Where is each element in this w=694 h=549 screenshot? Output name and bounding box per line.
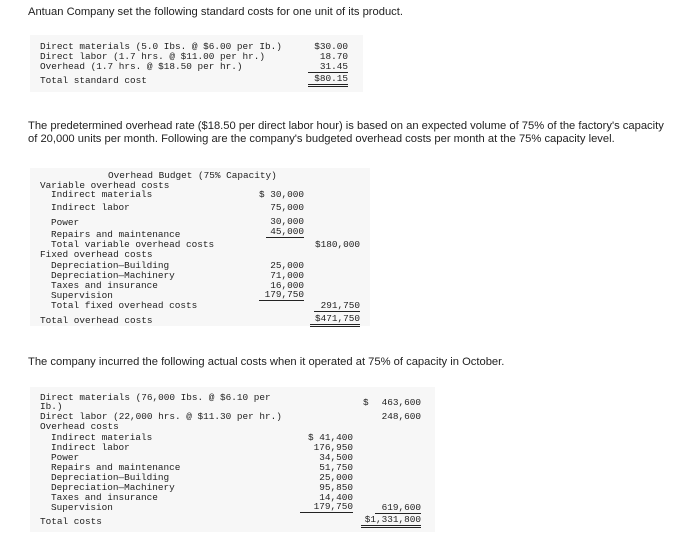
overhead-total-label: Total overhead costs	[40, 315, 153, 326]
actual-oh-item-label: Indirect materials	[51, 432, 153, 443]
actual-dm-amount: 463,600	[381, 397, 421, 408]
actual-total-label: Total costs	[40, 516, 102, 527]
budget-fixed-item-label: Depreciation—Machinery	[51, 270, 175, 281]
std-total-amount: $80.15	[308, 73, 348, 87]
budget-fixed-item-label: Depreciation—Building	[51, 260, 170, 271]
actual-overhead-total: 619,600	[375, 502, 421, 514]
budget-var-item-amount: 75,000	[270, 202, 304, 213]
budget-var-item-amount: 30,000	[270, 216, 304, 227]
std-dm-label: Direct materials (5.0 Ibs. @ $6.00 per Ib.)	[40, 41, 282, 52]
actual-paragraph: The company incurred the following actual costs when it operated at 75% of capacity in October.	[28, 356, 505, 368]
actual-total-amount: $1,331,800	[361, 514, 421, 528]
variable-total-label: Total variable overhead costs	[51, 239, 215, 250]
actual-dl-amount: 248,600	[381, 411, 421, 422]
intro-text: Antuan Company set the following standard costs for one unit of its product.	[28, 6, 403, 18]
std-total-label: Total standard cost	[40, 75, 147, 86]
std-oh-amount: 31.45	[308, 61, 348, 73]
budget-fixed-item-amount: 25,000	[270, 260, 304, 271]
std-oh-label: Overhead (1.7 hrs. @ $18.50 per hr.)	[40, 61, 243, 72]
actual-oh-item-amount: 25,000	[319, 472, 353, 483]
budget-fixed-item-label: Supervision	[51, 290, 113, 301]
budget-fixed-item-amount: 179,750	[259, 289, 304, 301]
budget-var-item-amount: $ 30,000	[258, 189, 304, 200]
budget-var-item-label: Power	[51, 217, 80, 228]
actual-costs-table	[30, 387, 435, 532]
actual-oh-item-label: Power	[51, 452, 80, 463]
actual-oh-item-label: Taxes and insurance	[51, 492, 158, 503]
budget-var-item-label: Indirect labor	[51, 202, 130, 213]
budget-fixed-item-amount: 71,000	[270, 270, 304, 281]
actual-overhead-header: Overhead costs	[40, 421, 119, 432]
std-dl-label: Direct labor (1.7 hrs. @ $11.00 per hr.)	[40, 51, 266, 62]
actual-oh-item-amount: 14,400	[319, 492, 353, 503]
actual-oh-item-amount: 34,500	[319, 452, 353, 463]
variable-header: Variable overhead costs	[40, 180, 170, 191]
actual-oh-item-label: Supervision	[51, 502, 113, 513]
std-dm-amount: $30.00	[314, 41, 348, 52]
fixed-total-label: Total fixed overhead costs	[51, 300, 198, 311]
actual-oh-item-amount: 51,750	[319, 462, 353, 473]
budget-var-item-amount: 45,000	[266, 226, 304, 238]
actual-dm-label-cont: Ib.)	[40, 401, 63, 412]
actual-oh-item-amount: 95,850	[319, 482, 353, 493]
budget-fixed-item-amount: 16,000	[270, 280, 304, 291]
actual-oh-item-amount: $ 41,400	[307, 432, 353, 443]
actual-oh-item-label: Depreciation—Machinery	[51, 482, 175, 493]
budget-var-item-label: Repairs and maintenance	[51, 229, 181, 240]
actual-oh-item-label: Repairs and maintenance	[51, 462, 181, 473]
standard-cost-table	[30, 35, 363, 92]
std-dl-amount: 18.70	[319, 51, 348, 62]
actual-oh-item-amount: 176,950	[313, 442, 353, 453]
actual-dm-currency: $	[363, 397, 369, 408]
rate-paragraph: The predetermined overhead rate ($18.50 per direct labor hour) is based on an expected volume of 75% of the factory's capacity of 20,000 units per month. Following are the company's budgeted overhead costs per month at the 75% capacity level.	[28, 120, 664, 145]
overhead-budget-table	[30, 168, 370, 326]
overhead-total-amount: $471,750	[310, 313, 360, 327]
actual-oh-item-label: Depreciation—Building	[51, 472, 170, 483]
budget-title: Overhead Budget (75% Capacity)	[108, 170, 277, 181]
fixed-total-amount: 291,750	[314, 300, 360, 312]
budget-fixed-item-label: Taxes and insurance	[51, 280, 158, 291]
actual-oh-item-amount: 179,750	[300, 501, 353, 513]
fixed-header: Fixed overhead costs	[40, 249, 153, 260]
budget-var-item-label: Indirect materials	[51, 189, 153, 200]
actual-oh-item-label: Indirect labor	[51, 442, 130, 453]
variable-total-amount: $180,000	[314, 239, 360, 250]
actual-dl-label: Direct labor (22,000 hrs. @ $11.30 per hr.)	[40, 411, 282, 422]
actual-dm-label: Direct materials (76,000 Ibs. @ $6.10 per	[40, 392, 271, 403]
